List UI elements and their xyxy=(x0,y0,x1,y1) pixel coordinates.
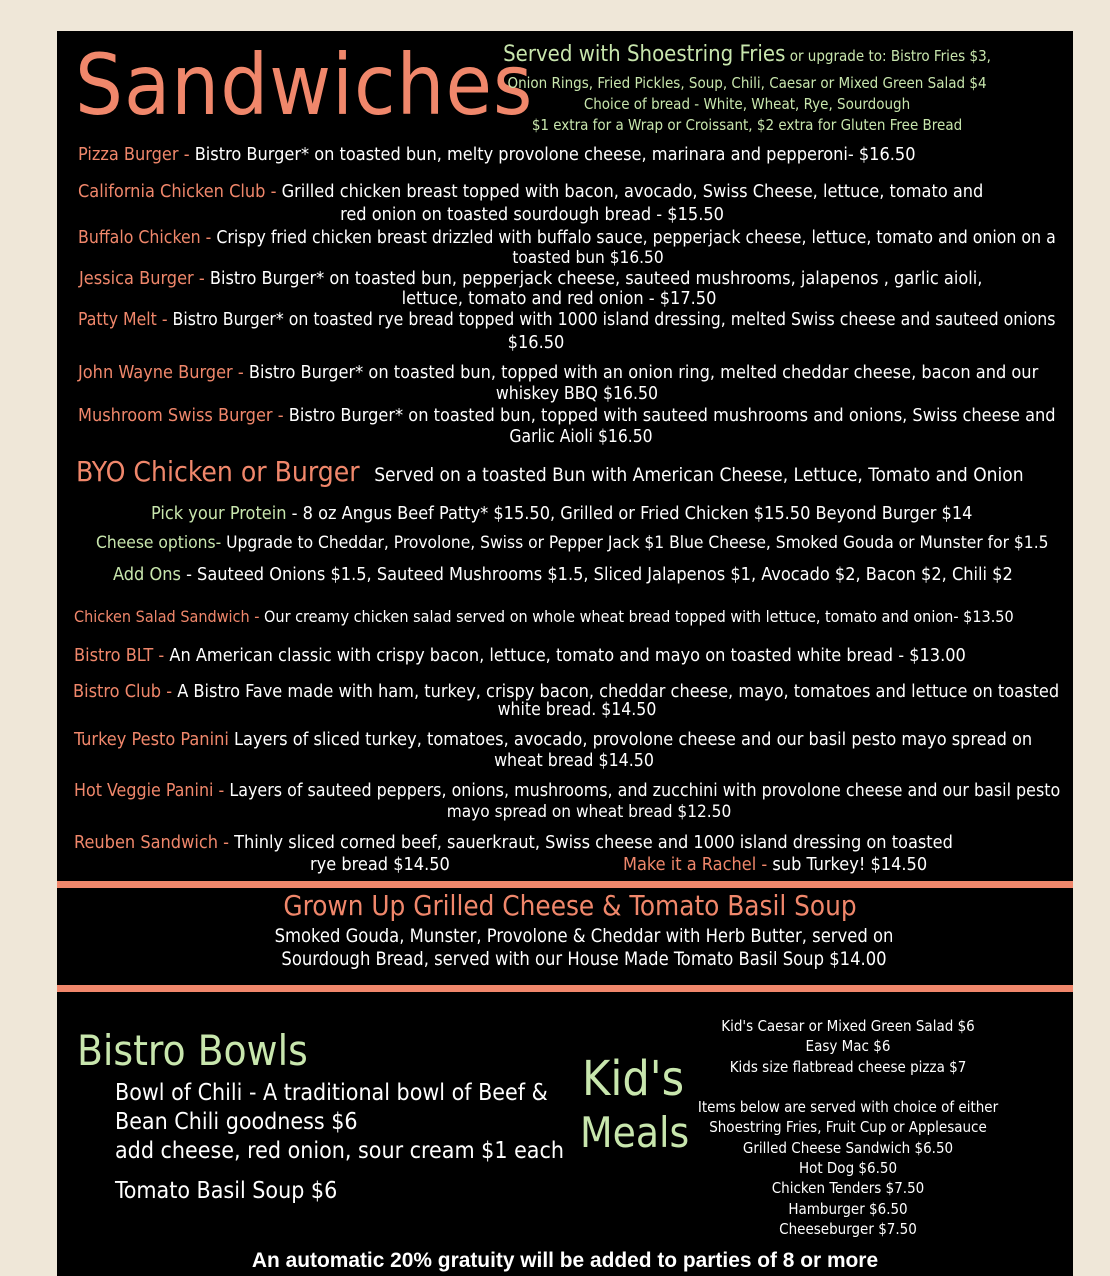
item-separator: - xyxy=(161,681,178,702)
item-description: Bistro Burger* on toasted bun, melty provolone cheese, marinara and pepperoni- $16.50 xyxy=(194,144,916,165)
bowls-soup: Tomato Basil Soup $6 xyxy=(115,1178,338,1204)
menu-item xyxy=(78,181,983,202)
kids-item: Cheeseburger $7.50 xyxy=(779,1220,917,1238)
grilled-cheese-title: Grown Up Grilled Cheese & Tomato Basil Soup xyxy=(283,889,857,922)
item-description-cont: wheat bread $14.50 xyxy=(494,751,654,771)
item-description-cont: white bread. $14.50 xyxy=(497,700,657,720)
item-description: Our creamy chicken salad served on whole wheat bread topped with lettuce, tomato and onion- $13.50 xyxy=(264,607,1014,626)
byo-title: BYO Chicken or Burger xyxy=(76,455,360,488)
kids-item: Chicken Tenders $7.50 xyxy=(771,1179,925,1197)
menu-item xyxy=(74,606,1014,628)
item-description-cont: lettuce, tomato and red onion - $17.50 xyxy=(401,288,717,309)
option-text: - Sauteed Onions $1.5, Sauteed Mushrooms $1.5, Sliced Jalapenos $1, Avocado $2, Bacon $2, Chili $2 xyxy=(180,564,1013,585)
bread-choice: Choice of bread - White, Wheat, Rye, Sourdough xyxy=(583,95,911,113)
bowls-chili-line-2: Bean Chili goodness $6 xyxy=(115,1109,358,1135)
kids-item: Grilled Cheese Sandwich $6.50 xyxy=(742,1139,954,1157)
menu-item xyxy=(78,362,1038,383)
item-name: John Wayne Burger xyxy=(78,362,233,383)
item-separator: - xyxy=(153,645,170,666)
option-label: Cheese options- xyxy=(96,533,222,553)
item-name: Patty Melt xyxy=(78,310,157,330)
menu-item xyxy=(78,144,916,165)
item-separator: - xyxy=(756,854,773,875)
byo-option xyxy=(151,503,972,524)
kids-title-line-1: Kid's xyxy=(582,1051,685,1107)
item-description: A Bistro Fave made with ham, turkey, crispy bacon, cheddar cheese, mayo, tomatoes and lettuce on toasted xyxy=(177,681,1060,702)
item-description: Bistro Burger* on toasted rye bread topped with 1000 island dressing, melted Swiss cheese and sauteed onions xyxy=(172,310,1056,330)
upgrade-line-2: Onion Rings, Fried Pickles, Soup, Chili, Caesar or Mixed Green Salad $4 xyxy=(507,74,987,92)
rachel-label: Make it a Rachel xyxy=(623,854,757,875)
item-name: Bistro Club xyxy=(73,681,162,702)
menu-item xyxy=(74,729,1032,750)
bowls-title: Bistro Bowls xyxy=(77,1026,308,1075)
menu-item xyxy=(74,832,953,853)
gratuity-notice: An automatic 20% gratuity will be added to parties of 8 or more xyxy=(251,1249,879,1272)
byo-option xyxy=(113,564,1013,585)
menu-item xyxy=(78,405,1056,426)
option-label: Add Ons xyxy=(113,564,181,585)
item-name: Pizza Burger xyxy=(78,144,179,165)
item-separator: - xyxy=(193,268,210,289)
kids-item: Kid's Caesar or Mixed Green Salad $6 xyxy=(721,1017,975,1035)
menu-item xyxy=(74,645,966,666)
menu-item xyxy=(79,268,982,289)
item-separator: - xyxy=(265,181,282,202)
kids-note-1: Items below are served with choice of either xyxy=(697,1098,999,1116)
item-name: Jessica Burger xyxy=(79,268,194,289)
menu-item xyxy=(73,681,1059,702)
byo-section xyxy=(76,455,1024,488)
byo-subtitle: Served on a toasted Bun with American Cheese, Lettuce, Tomato and Onion xyxy=(374,464,1024,486)
kids-note-2: Shoestring Fries, Fruit Cup or Applesauce xyxy=(709,1118,987,1136)
rachel-variant xyxy=(623,854,927,875)
item-name: Reuben Sandwich xyxy=(74,832,218,853)
bread-extras: $1 extra for a Wrap or Croissant, $2 extra for Gluten Free Bread xyxy=(531,116,963,134)
item-description-cont: Garlic Aioli $16.50 xyxy=(509,427,653,447)
menu-item xyxy=(78,228,1056,249)
option-text: - 8 oz Angus Beef Patty* $15.50, Grilled or Fried Chicken $15.50 Beyond Burger $14 xyxy=(286,503,973,524)
item-name: Hot Veggie Panini xyxy=(74,781,214,801)
item-description-cont: $16.50 xyxy=(507,332,565,353)
kids-item: Easy Mac $6 xyxy=(805,1037,891,1055)
upgrade-line-1: or upgrade to: Bistro Fries $3, xyxy=(789,47,991,65)
item-name: Mushroom Swiss Burger xyxy=(78,405,273,426)
grilled-cheese-line-2: Sourdough Bread, served with our House Made Tomato Basil Soup $14.00 xyxy=(281,949,887,970)
item-name: California Chicken Club xyxy=(78,181,266,202)
item-separator: - xyxy=(213,781,230,801)
item-description: Layers of sauteed peppers, onions, mushrooms, and zucchini with provolone cheese and our basil pesto xyxy=(229,781,1061,801)
menu-board xyxy=(57,31,1073,1276)
grilled-cheese-line-1: Smoked Gouda, Munster, Provolone & Cheddar with Herb Butter, served on xyxy=(274,926,894,947)
section-title-sandwiches: Sandwiches xyxy=(75,36,534,134)
item-description: Thinly sliced corned beef, sauerkraut, Swiss cheese and 1000 island dressing on toasted xyxy=(234,832,953,853)
menu-item xyxy=(74,780,1060,802)
item-separator: - xyxy=(200,228,217,248)
option-label: Pick your Protein xyxy=(151,503,287,524)
kids-item: Hamburger $6.50 xyxy=(788,1200,908,1218)
item-separator: - xyxy=(249,607,265,626)
byo-option xyxy=(96,533,1049,554)
item-description: Layers of sliced turkey, tomatoes, avocado, provolone cheese and our basil pesto mayo spread on xyxy=(233,729,1033,750)
item-separator: - xyxy=(218,832,235,853)
item-description-cont: rye bread $14.50 xyxy=(310,854,450,875)
item-separator: - xyxy=(272,405,289,426)
section-divider xyxy=(57,881,1073,888)
item-description-cont: red onion on toasted sourdough bread - $15.50 xyxy=(340,204,724,225)
item-name: Buffalo Chicken xyxy=(78,228,201,248)
item-separator: - xyxy=(156,310,173,330)
item-description-cont: mayo spread on wheat bread $12.50 xyxy=(446,802,732,822)
item-description: Bistro Burger* on toasted bun, topped with sauteed mushrooms and onions, Swiss cheese and xyxy=(288,405,1056,426)
bowls-chili-line-1: Bowl of Chili - A traditional bowl of Beef & xyxy=(115,1080,548,1106)
item-name: Turkey Pesto Panini xyxy=(74,729,229,750)
section-divider xyxy=(57,985,1073,992)
item-description: Grilled chicken breast topped with bacon, avocado, Swiss Cheese, lettuce, tomato and xyxy=(281,181,984,202)
item-description-cont: toasted bun $16.50 xyxy=(512,248,664,268)
item-description: Crispy fried chicken breast drizzled with buffalo sauce, pepperjack cheese, lettuce, tomato and onion on a xyxy=(216,228,1056,248)
item-description-cont: whiskey BBQ $16.50 xyxy=(495,384,659,404)
menu-item xyxy=(78,310,1055,331)
rachel-text: sub Turkey! $14.50 xyxy=(772,854,928,875)
item-description: An American classic with crispy bacon, lettuce, tomato and mayo on toasted white bread - $13.00 xyxy=(169,645,966,666)
item-description: Bistro Burger* on toasted bun, pepperjack cheese, sauteed mushrooms, jalapenos , garlic aioli, xyxy=(209,268,983,289)
item-separator: - xyxy=(232,362,249,383)
item-name: Bistro BLT xyxy=(74,645,154,666)
item-name: Chicken Salad Sandwich xyxy=(74,607,250,626)
item-separator: - xyxy=(178,144,195,165)
item-description: Bistro Burger* on toasted bun, topped with an onion ring, melted cheddar cheese, bacon and our xyxy=(248,362,1039,383)
option-text: Upgrade to Cheddar, Provolone, Swiss or Pepper Jack $1 Blue Cheese, Smoked Gouda or Munster for $1.5 xyxy=(221,533,1049,553)
kids-item: Kids size flatbread cheese pizza $7 xyxy=(729,1058,967,1076)
served-with-label: Served with Shoestring Fries xyxy=(503,42,786,67)
kids-item: Hot Dog $6.50 xyxy=(798,1159,898,1177)
served-with-note xyxy=(497,42,997,67)
bowls-chili-line-3: add cheese, red onion, sour cream $1 each xyxy=(115,1138,564,1164)
kids-title-line-2: Meals xyxy=(580,1108,690,1157)
